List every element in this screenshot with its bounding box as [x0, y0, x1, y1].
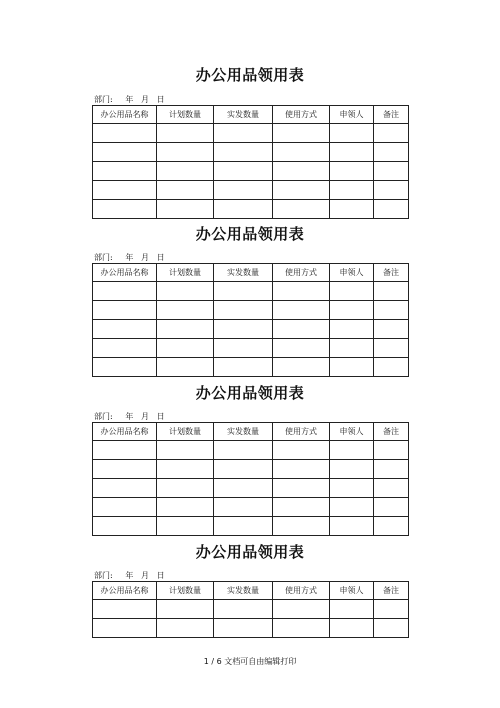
- table-cell[interactable]: [157, 339, 214, 358]
- table-cell[interactable]: [374, 441, 409, 460]
- column-header: 使用方式: [273, 264, 330, 282]
- table-cell[interactable]: [157, 358, 214, 377]
- column-header: 办公用品名称: [93, 106, 157, 124]
- table-cell[interactable]: [157, 124, 214, 143]
- table-cell[interactable]: [374, 619, 409, 638]
- column-header: 实发数量: [214, 106, 273, 124]
- table-row: [93, 441, 409, 460]
- table-row: [93, 339, 409, 358]
- table-cell[interactable]: [374, 600, 409, 619]
- table-row: [93, 460, 409, 479]
- table-cell[interactable]: [157, 320, 214, 339]
- table-cell[interactable]: [214, 143, 273, 162]
- table-cell[interactable]: [374, 200, 409, 219]
- table-cell[interactable]: [273, 162, 330, 181]
- table-cell[interactable]: [374, 124, 409, 143]
- table-cell[interactable]: [273, 339, 330, 358]
- table-cell[interactable]: [214, 320, 273, 339]
- table-cell[interactable]: [374, 479, 409, 498]
- table-cell[interactable]: [157, 200, 214, 219]
- column-header: 使用方式: [273, 423, 330, 441]
- form-title: 办公用品领用表: [195, 543, 305, 561]
- table-cell[interactable]: [374, 162, 409, 181]
- table-cell[interactable]: [273, 320, 330, 339]
- table-cell[interactable]: [273, 200, 330, 219]
- table-cell[interactable]: [214, 181, 273, 200]
- table-cell[interactable]: [374, 460, 409, 479]
- table-cell[interactable]: [273, 460, 330, 479]
- column-header: 备注: [374, 582, 409, 600]
- column-header: 办公用品名称: [93, 582, 157, 600]
- column-header: 申领人: [330, 264, 374, 282]
- table-cell[interactable]: [273, 124, 330, 143]
- table-cell[interactable]: [330, 200, 374, 219]
- table-cell[interactable]: [157, 181, 214, 200]
- table-cell[interactable]: [157, 619, 214, 638]
- table-cell[interactable]: [93, 301, 157, 320]
- table-cell[interactable]: [273, 498, 330, 517]
- table-cell[interactable]: [214, 124, 273, 143]
- requisition-table: [92, 422, 409, 536]
- column-header: 申领人: [330, 106, 374, 124]
- form-title: 办公用品领用表: [195, 384, 305, 402]
- requisition-table: [92, 105, 409, 219]
- column-header: 使用方式: [273, 106, 330, 124]
- table-cell[interactable]: [273, 358, 330, 377]
- table-cell[interactable]: [214, 600, 273, 619]
- table-row: [93, 619, 409, 638]
- column-header: 备注: [374, 423, 409, 441]
- table-cell[interactable]: [157, 441, 214, 460]
- table-cell[interactable]: [93, 441, 157, 460]
- table-cell[interactable]: [374, 301, 409, 320]
- table-cell[interactable]: [273, 517, 330, 536]
- table-cell[interactable]: [157, 282, 214, 301]
- page-footer: 1 / 6 文档可自由编辑打印: [203, 657, 297, 666]
- table-cell[interactable]: [214, 619, 273, 638]
- table-header-row: [93, 423, 409, 441]
- table-row: [93, 200, 409, 219]
- table-cell[interactable]: [374, 517, 409, 536]
- table-cell[interactable]: [157, 460, 214, 479]
- table-row: [93, 282, 409, 301]
- table-row: [93, 517, 409, 536]
- table-cell[interactable]: [330, 517, 374, 536]
- table-cell[interactable]: [214, 441, 273, 460]
- table-row: [93, 479, 409, 498]
- table-cell[interactable]: [93, 479, 157, 498]
- column-header: 计划数量: [157, 582, 214, 600]
- department-date-line: 部门: 年 月 日: [94, 571, 165, 580]
- table-cell[interactable]: [93, 517, 157, 536]
- table-cell[interactable]: [214, 460, 273, 479]
- column-header: 办公用品名称: [93, 423, 157, 441]
- table-cell[interactable]: [374, 320, 409, 339]
- table-row: [93, 301, 409, 320]
- table-cell[interactable]: [374, 498, 409, 517]
- table-cell[interactable]: [93, 181, 157, 200]
- table-cell[interactable]: [374, 181, 409, 200]
- table-cell[interactable]: [330, 358, 374, 377]
- table-cell[interactable]: [330, 600, 374, 619]
- table-cell[interactable]: [93, 200, 157, 219]
- requisition-table: [92, 263, 409, 377]
- table-cell[interactable]: [214, 498, 273, 517]
- table-cell[interactable]: [214, 301, 273, 320]
- table-cell[interactable]: [330, 339, 374, 358]
- table-row: [93, 124, 409, 143]
- table-cell[interactable]: [374, 143, 409, 162]
- table-cell[interactable]: [273, 600, 330, 619]
- table-cell[interactable]: [330, 498, 374, 517]
- table-cell[interactable]: [330, 162, 374, 181]
- column-header: 计划数量: [157, 264, 214, 282]
- table-cell[interactable]: [330, 181, 374, 200]
- table-cell[interactable]: [214, 479, 273, 498]
- table-cell[interactable]: [157, 143, 214, 162]
- column-header: 备注: [374, 106, 409, 124]
- table-cell[interactable]: [374, 282, 409, 301]
- table-row: [93, 498, 409, 517]
- table-cell[interactable]: [214, 517, 273, 536]
- table-cell[interactable]: [273, 479, 330, 498]
- table-cell[interactable]: [93, 600, 157, 619]
- table-row: [93, 600, 409, 619]
- table-cell[interactable]: [93, 498, 157, 517]
- requisition-table: [92, 581, 409, 638]
- table-cell[interactable]: [374, 358, 409, 377]
- table-cell[interactable]: [330, 301, 374, 320]
- table-header-row: [93, 106, 409, 124]
- table-header-row: [93, 582, 409, 600]
- department-date-line: 部门: 年 月 日: [94, 253, 165, 262]
- table-row: [93, 181, 409, 200]
- table-cell[interactable]: [214, 358, 273, 377]
- column-header: 使用方式: [273, 582, 330, 600]
- table-row: [93, 162, 409, 181]
- table-cell[interactable]: [157, 600, 214, 619]
- table-cell[interactable]: [157, 301, 214, 320]
- table-cell[interactable]: [93, 339, 157, 358]
- table-cell[interactable]: [330, 460, 374, 479]
- table-cell[interactable]: [214, 200, 273, 219]
- table-header-row: [93, 264, 409, 282]
- department-date-line: 部门: 年 月 日: [94, 412, 165, 421]
- table-cell[interactable]: [93, 124, 157, 143]
- table-cell[interactable]: [93, 320, 157, 339]
- table-cell[interactable]: [273, 441, 330, 460]
- table-cell[interactable]: [93, 282, 157, 301]
- table-cell[interactable]: [157, 479, 214, 498]
- table-cell[interactable]: [273, 181, 330, 200]
- table-cell[interactable]: [330, 441, 374, 460]
- table-row: [93, 320, 409, 339]
- table-row: [93, 358, 409, 377]
- column-header: 计划数量: [157, 423, 214, 441]
- table-cell[interactable]: [330, 320, 374, 339]
- table-row: [93, 143, 409, 162]
- table-cell[interactable]: [273, 301, 330, 320]
- table-cell[interactable]: [93, 162, 157, 181]
- table-cell[interactable]: [214, 339, 273, 358]
- table-cell[interactable]: [330, 143, 374, 162]
- table-cell[interactable]: [157, 162, 214, 181]
- table-cell[interactable]: [330, 282, 374, 301]
- table-cell[interactable]: [214, 282, 273, 301]
- column-header: 实发数量: [214, 582, 273, 600]
- table-cell[interactable]: [330, 619, 374, 638]
- table-cell[interactable]: [273, 282, 330, 301]
- column-header: 备注: [374, 264, 409, 282]
- table-cell[interactable]: [273, 619, 330, 638]
- table-cell[interactable]: [93, 143, 157, 162]
- form-title: 办公用品领用表: [195, 225, 305, 243]
- table-cell[interactable]: [273, 143, 330, 162]
- column-header: 办公用品名称: [93, 264, 157, 282]
- table-cell[interactable]: [157, 517, 214, 536]
- table-cell[interactable]: [93, 460, 157, 479]
- column-header: 实发数量: [214, 423, 273, 441]
- table-cell[interactable]: [214, 162, 273, 181]
- column-header: 申领人: [330, 582, 374, 600]
- table-cell[interactable]: [157, 498, 214, 517]
- table-cell[interactable]: [93, 358, 157, 377]
- column-header: 计划数量: [157, 106, 214, 124]
- table-cell[interactable]: [374, 339, 409, 358]
- form-title: 办公用品领用表: [195, 66, 305, 84]
- department-date-line: 部门: 年 月 日: [94, 95, 165, 104]
- column-header: 申领人: [330, 423, 374, 441]
- table-cell[interactable]: [93, 619, 157, 638]
- table-cell[interactable]: [330, 124, 374, 143]
- column-header: 实发数量: [214, 264, 273, 282]
- table-cell[interactable]: [330, 479, 374, 498]
